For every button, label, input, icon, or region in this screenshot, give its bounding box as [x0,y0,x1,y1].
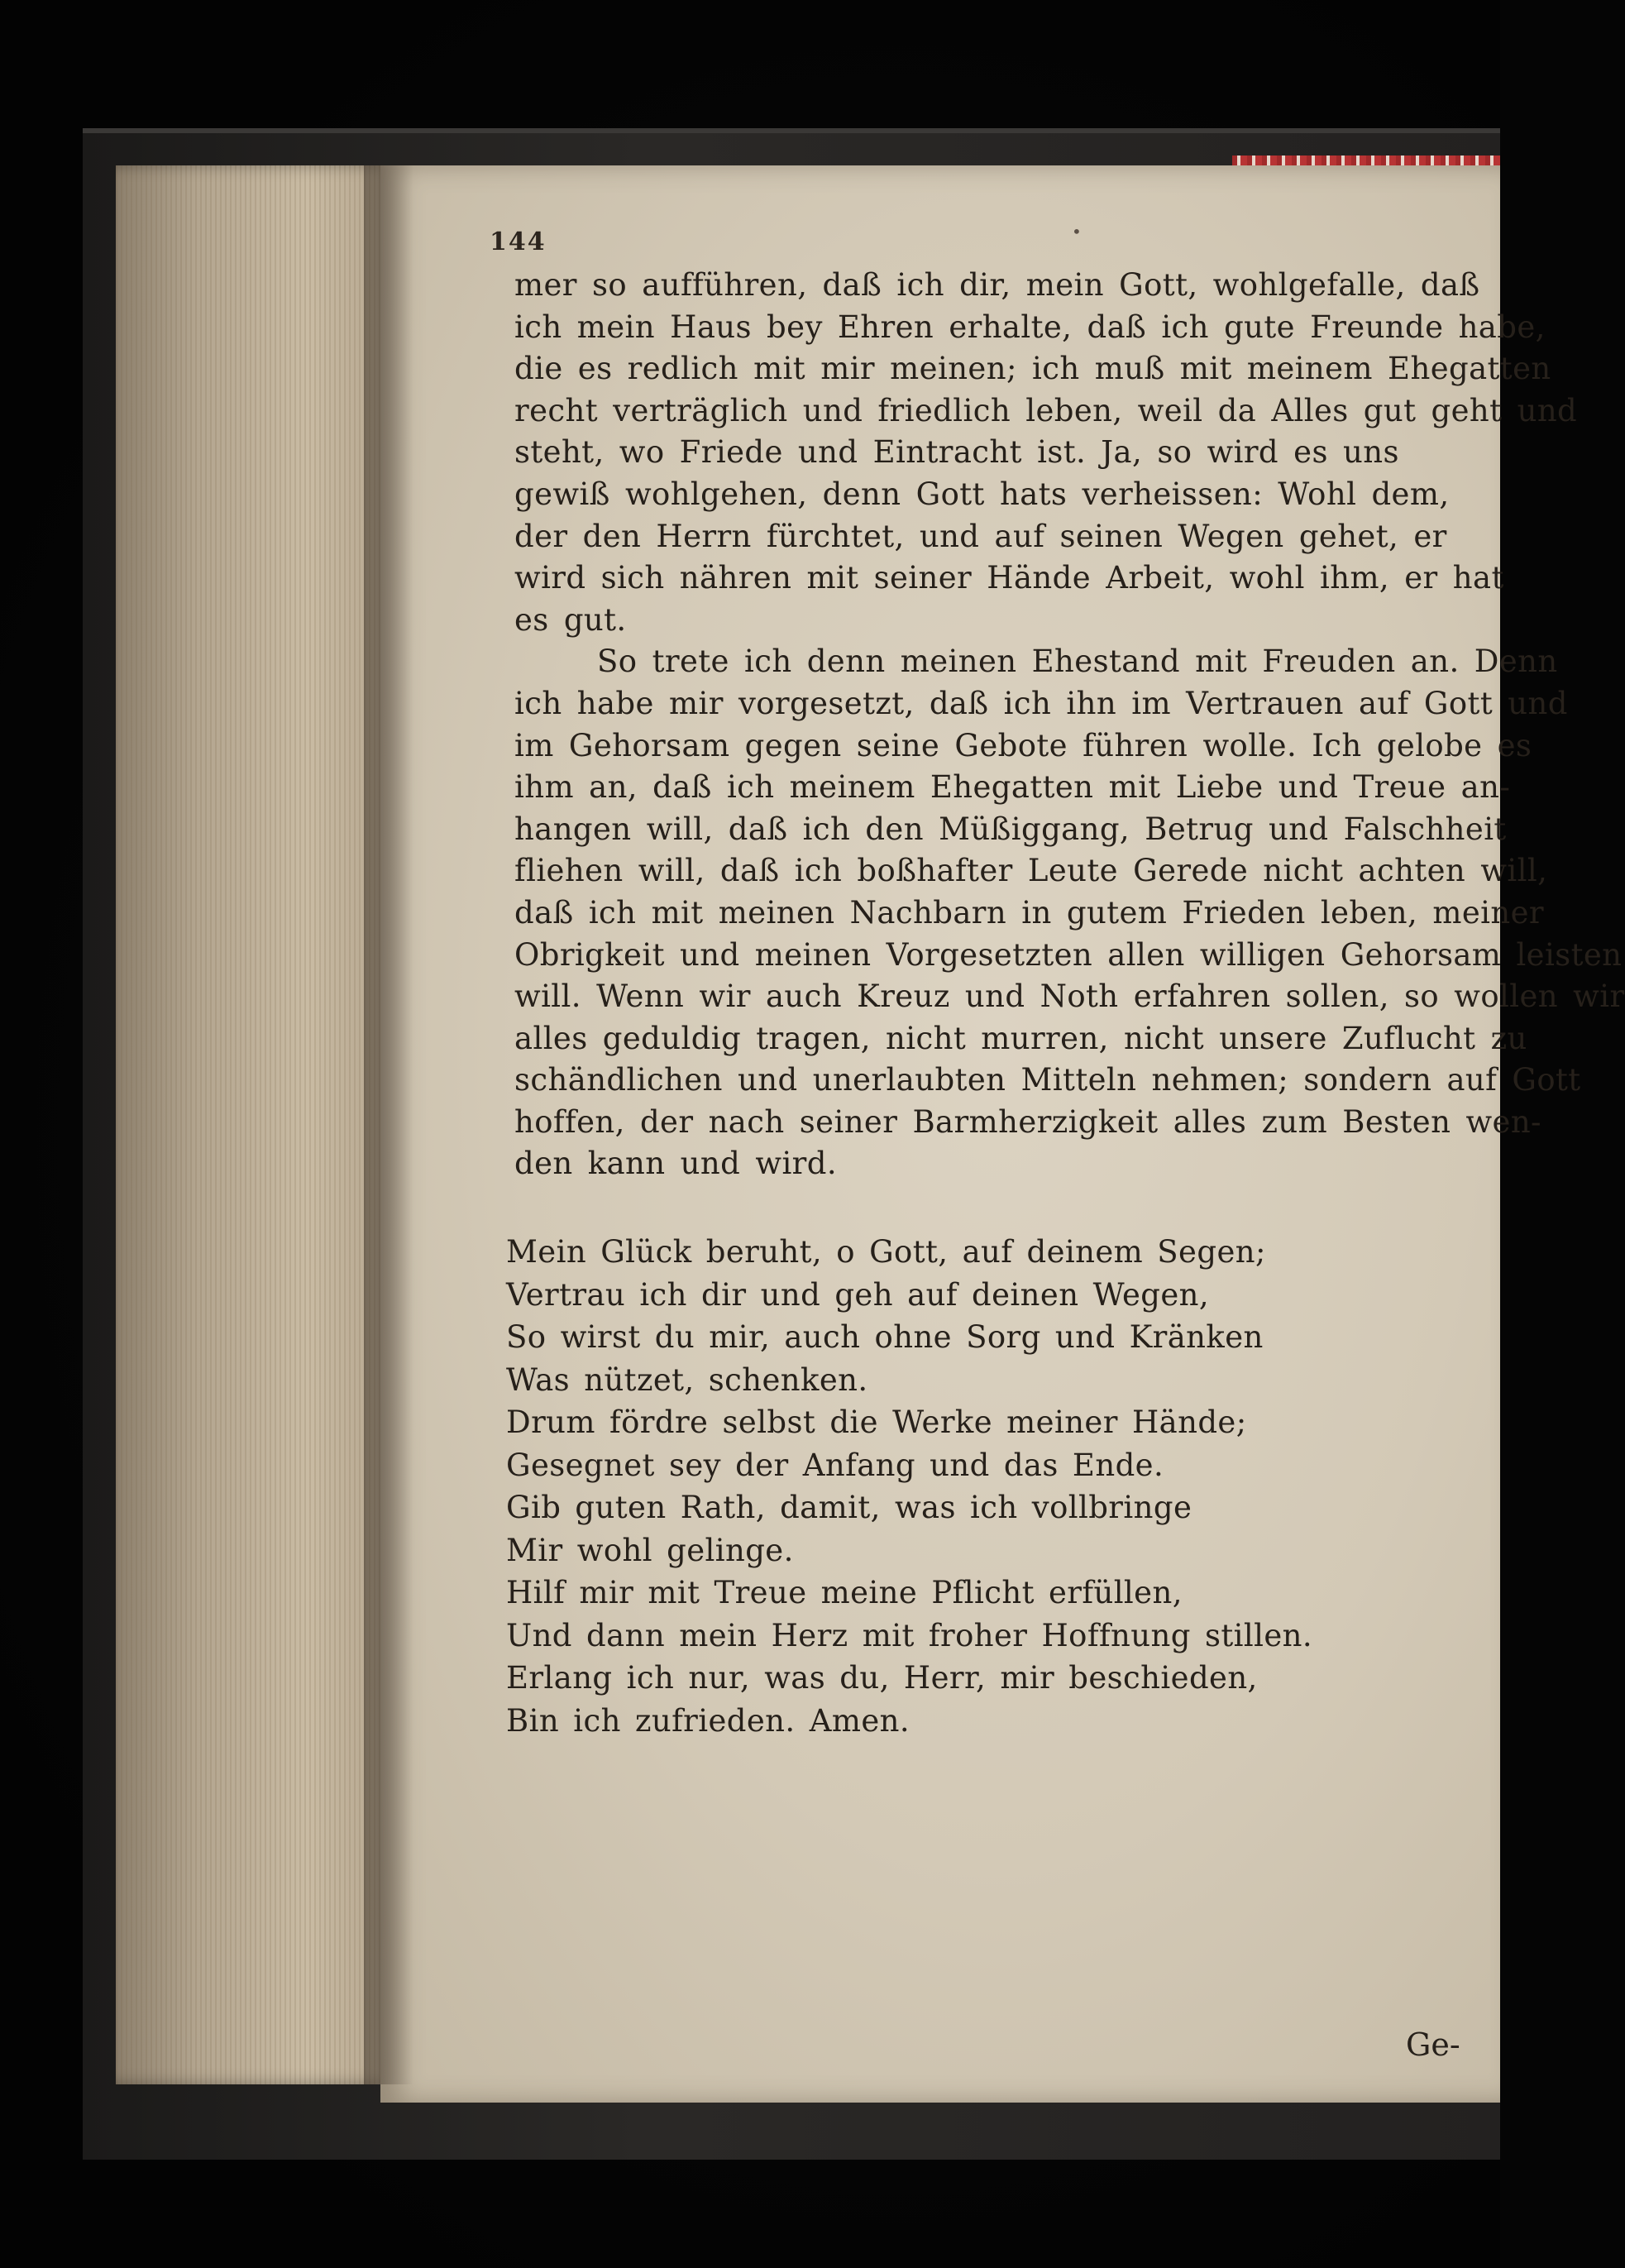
text-line: wird sich nähren mit seiner Hände Arbeit, wohl ihm, er hat [514,560,1504,596]
text-line: fliehen will, daß ich boßhafter Leute Gerede nicht achten will, [514,853,1548,889]
verse-line: Drum fördre selbst die Werke meiner Hände; [506,1404,1247,1440]
text-line: steht, wo Friede und Eintracht ist. Ja, so wird es uns [514,434,1399,471]
text-line: will. Wenn wir auch Kreuz und Noth erfahren sollen, so wollen wir [514,978,1625,1015]
text-line: daß ich mit meinen Nachbarn in gutem Frieden leben, meiner [514,894,1544,931]
page-gutter-shadow [364,165,413,2084]
verse-line: So wirst du mir, auch ohne Sorg und Kränken [506,1319,1264,1355]
ink-mark: • [1072,222,1082,242]
text-line: ich habe mir vorgesetzt, daß ich ihn im Vertrauen auf Gott und [514,685,1568,721]
text-line: den kann und wird. [514,1146,838,1182]
verse-line: Und dann mein Herz mit froher Hoffnung stillen. [506,1617,1313,1653]
text-line: recht verträglich und friedlich leben, weil da Alles gut geht und [514,392,1578,428]
text-line: es gut. [514,601,627,638]
page-block-fore-edge [116,165,389,2084]
text-line: im Gehorsam gegen seine Gebote führen wolle. Ich gelobe es [514,727,1532,763]
verse-line: Erlang ich nur, was du, Herr, mir beschieden, [506,1660,1258,1696]
text-line: ich mein Haus bey Ehren erhalte, daß ich gute Freunde habe, [514,309,1546,345]
catchword: Ge- [1406,2026,1460,2063]
verse-line: Was nützet, schenken. [506,1361,868,1398]
text-line: ihm an, daß ich meinem Ehegatten mit Liebe und Treue an- [514,769,1511,806]
text-line: hangen will, daß ich den Müßiggang, Betrug und Falschheit [514,811,1507,847]
verse-line: Hilf mir mit Treue meine Pflicht erfüllen, [506,1575,1183,1610]
verse-line: Mir wohl gelinge. [506,1532,794,1568]
text-line: alles geduldig tragen, nicht murren, nicht unsere Zuflucht zu [514,1020,1527,1056]
prose-text [514,265,1625,1185]
text-line: die es redlich mit mir meinen; ich muß mit meinem Ehegatten [514,351,1551,387]
verse-line: Gib guten Rath, damit, was ich vollbringe [506,1490,1192,1525]
text-line: mer so aufführen, daß ich dir, mein Gott, wohlgefalle, daß [514,267,1480,303]
hymn-verse [506,1231,1416,1742]
verse-line: Mein Glück beruht, o Gott, auf deinem Segen; [506,1234,1266,1270]
text-line: schändlichen und unerlaubten Mitteln nehmen; sondern auf Gott [514,1062,1581,1098]
text-line: hoffen, der nach seiner Barmherzigkeit alles zum Besten wen- [514,1103,1541,1140]
text-line: Obrigkeit und meinen Vorgesetzten allen willigen Gehorsam leisten [514,936,1623,973]
verse-line: Vertrau ich dir und geh auf deinen Wegen, [506,1276,1210,1313]
text-line: der den Herrn fürchtet, und auf seinen Wegen gehet, er [514,518,1447,554]
page-number: 144 [490,227,547,256]
verse-line: Bin ich zufrieden. Amen. [506,1702,910,1739]
text-line: gewiß wohlgehen, denn Gott hats verheissen: Wohl dem, [514,476,1450,512]
verse-line: Gesegnet sey der Anfang und das Ende. [506,1447,1164,1483]
text-line: So trete ich denn meinen Ehestand mit Freuden an. Denn [597,644,1558,680]
